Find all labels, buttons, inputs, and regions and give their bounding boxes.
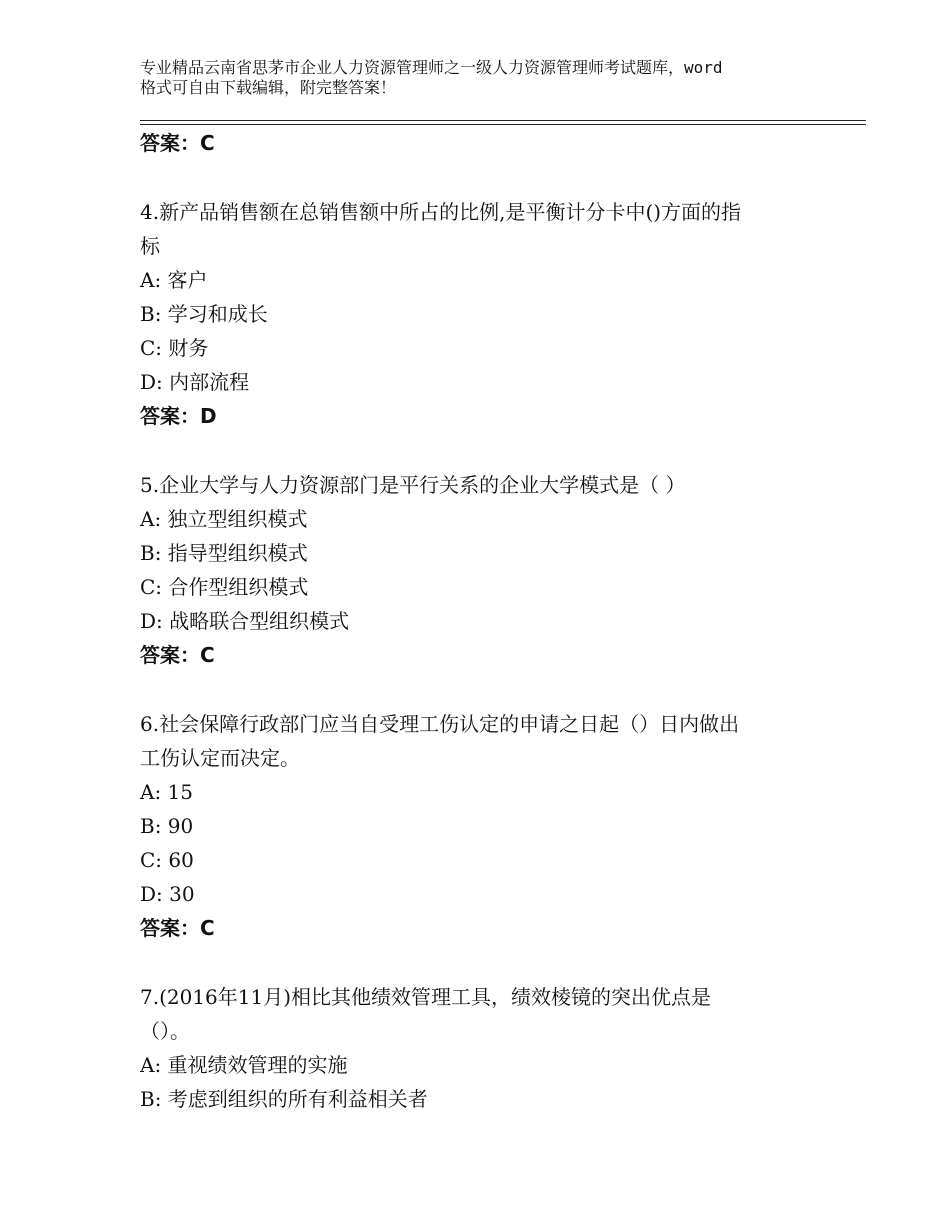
question-4-answer: 答案：D <box>140 404 217 428</box>
question-7-stem: 7.(2016年11月)相比其他绩效管理工具，绩效棱镜的突出优点是 <box>140 985 712 1009</box>
question-5-option-d: D: 战略联合型组织模式 <box>140 609 350 633</box>
question-5-stem: 5.企业大学与人力资源部门是平行关系的企业大学模式是（ ） <box>140 473 686 497</box>
question-4-option-d: D: 内部流程 <box>140 370 250 394</box>
header-divider <box>140 120 866 121</box>
question-6-stem-cont: 工伤认定而决定。 <box>140 746 300 770</box>
question-5-answer: 答案：C <box>140 643 215 667</box>
question-4-option-a: A: 客户 <box>140 268 208 292</box>
question-5-option-b: B: 指导型组织模式 <box>140 541 308 565</box>
question-4-option-c: C: 财务 <box>140 336 209 360</box>
question-7-stem-cont: （）。 <box>140 1019 190 1043</box>
question-4-stem-cont: 标 <box>140 234 160 258</box>
header-divider-secondary <box>140 124 866 125</box>
question-6-option-b: B: 90 <box>140 814 194 838</box>
question-5-option-a: A: 独立型组织模式 <box>140 507 308 531</box>
header-line-2: 格式可自由下载编辑，附完整答案！ <box>140 78 397 97</box>
question-6-stem: 6.社会保障行政部门应当自受理工伤认定的申请之日起（）日内做出 <box>140 712 740 736</box>
question-4-stem: 4.新产品销售额在总销售额中所占的比例,是平衡计分卡中()方面的指 <box>140 200 742 224</box>
question-4-option-b: B: 学习和成长 <box>140 302 268 326</box>
header-line-1: 专业精品云南省思茅市企业人力资源管理师之一级人力资源管理师考试题库，word <box>140 58 723 77</box>
question-7-option-b: B: 考虑到组织的所有利益相关者 <box>140 1087 428 1111</box>
question-7-option-a: A: 重视绩效管理的实施 <box>140 1053 348 1077</box>
question-6-option-d: D: 30 <box>140 882 195 906</box>
document-header <box>140 58 840 98</box>
answer-line: 答案：C <box>140 131 215 155</box>
question-6-answer: 答案：C <box>140 916 215 940</box>
question-6-option-c: C: 60 <box>140 848 194 872</box>
question-6-option-a: A: 15 <box>140 780 193 804</box>
question-5-option-c: C: 合作型组织模式 <box>140 575 309 599</box>
